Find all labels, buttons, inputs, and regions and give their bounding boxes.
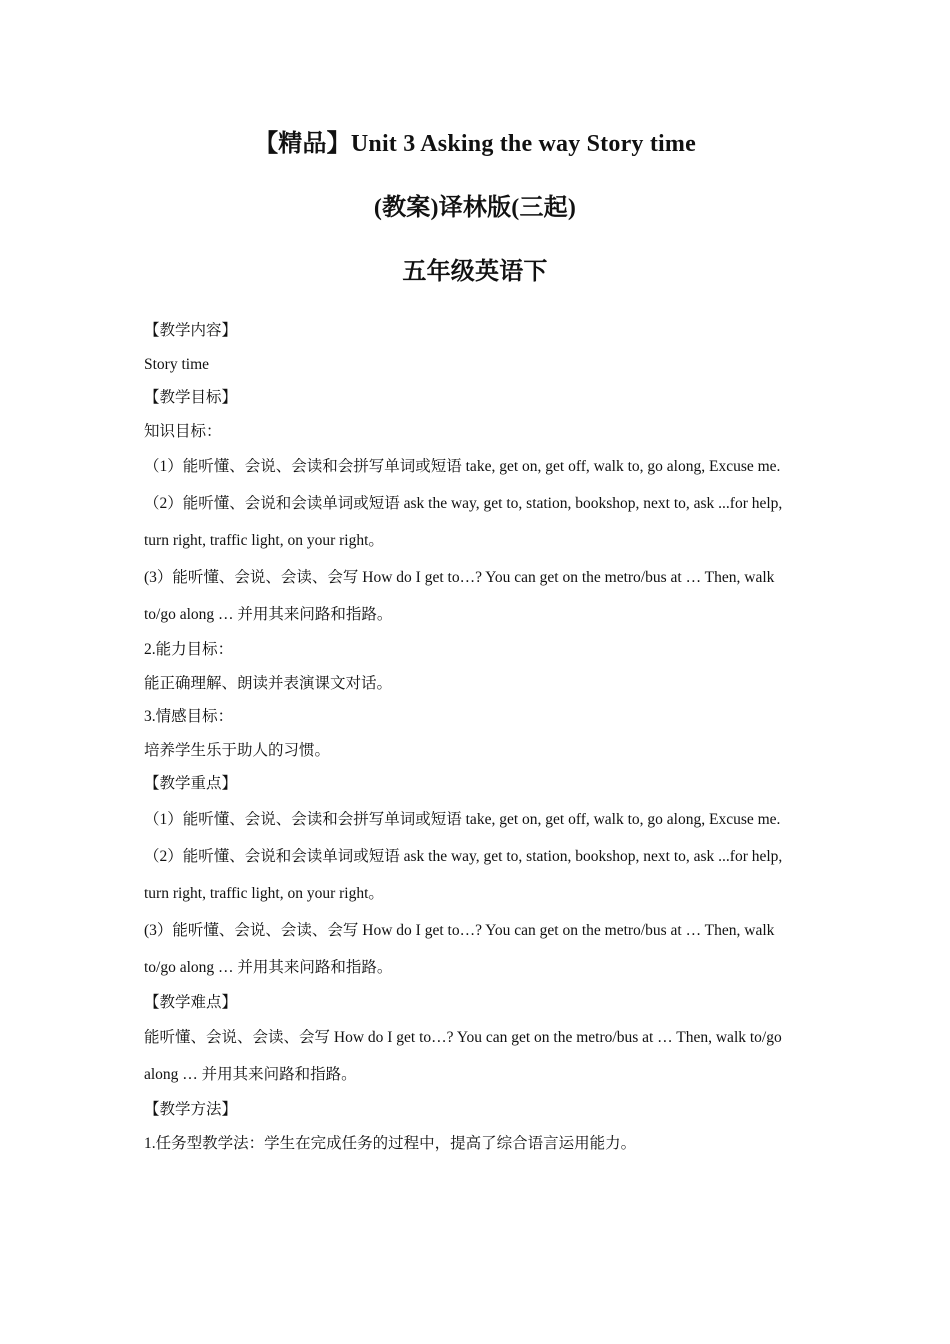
difficulty-text: 能听懂、会说、会读、会写 How do I get to…? You can get on the metro/bus at … Then, walk to/go along … 并用其来问路和指路。 xyxy=(144,1029,782,1083)
subheading-emotion: 3.情感目标： xyxy=(144,708,234,725)
key-point-item-1: （1）能听懂、会说、会读和会拼写单词或短语 take, get on, get off, walk to, go along, Excuse me. xyxy=(144,810,781,828)
objective-item-1: （1）能听懂、会说、会读和会拼写单词或短语 take, get on, get off, walk to, go along, Excuse me. xyxy=(144,458,781,475)
subheading-ability: 2.能力目标： xyxy=(144,641,234,658)
objective-item-3: (3）能听懂、会说、会读、会写 How do I get to…? You can get on the metro/bus at … Then, walk to/go along … 并用其来问路和指路。 xyxy=(144,569,775,623)
title-line-2: (教案)译林版(三起) xyxy=(373,195,577,221)
document-body xyxy=(144,314,810,1160)
title-line-3: 五年级英语下 xyxy=(402,259,548,285)
section-heading-difficulties: 【教学难点】 xyxy=(144,993,238,1011)
ability-text: 能正确理解、朗读并表演课文对话。 xyxy=(144,674,393,692)
section-heading-content: 【教学内容】 xyxy=(144,322,238,339)
subheading-knowledge: 知识目标： xyxy=(144,422,222,440)
key-point-item-2: （2）能听懂、会说和会读单词或短语 ask the way, get to, station, bookshop, next to, ask ...for help, turn right, traffic light, on your right。 xyxy=(144,847,783,902)
objective-item-2: （2）能听懂、会说和会读单词或短语 ask the way, get to, station, bookshop, next to, ask ...for help, turn right, traffic light, on your right。 xyxy=(144,495,783,549)
section-heading-objectives: 【教学目标】 xyxy=(144,389,238,406)
key-point-item-3: (3）能听懂、会说、会读、会写 How do I get to…? You can get on the metro/bus at … Then, walk to/go along … 并用其来问路和指路。 xyxy=(144,921,775,976)
emotion-text: 培养学生乐于助人的习惯。 xyxy=(144,741,331,759)
section-heading-methods: 【教学方法】 xyxy=(144,1101,238,1118)
section-text-content: Story time xyxy=(144,355,210,373)
section-heading-key-points: 【教学重点】 xyxy=(144,775,238,792)
title-line-1: 【精品】Unit 3 Asking the way Story time xyxy=(254,131,696,157)
document-title xyxy=(0,128,950,320)
method-item-1: 1.任务型教学法：学生在完成任务的过程中，提高了综合语言运用能力。 xyxy=(144,1134,637,1152)
